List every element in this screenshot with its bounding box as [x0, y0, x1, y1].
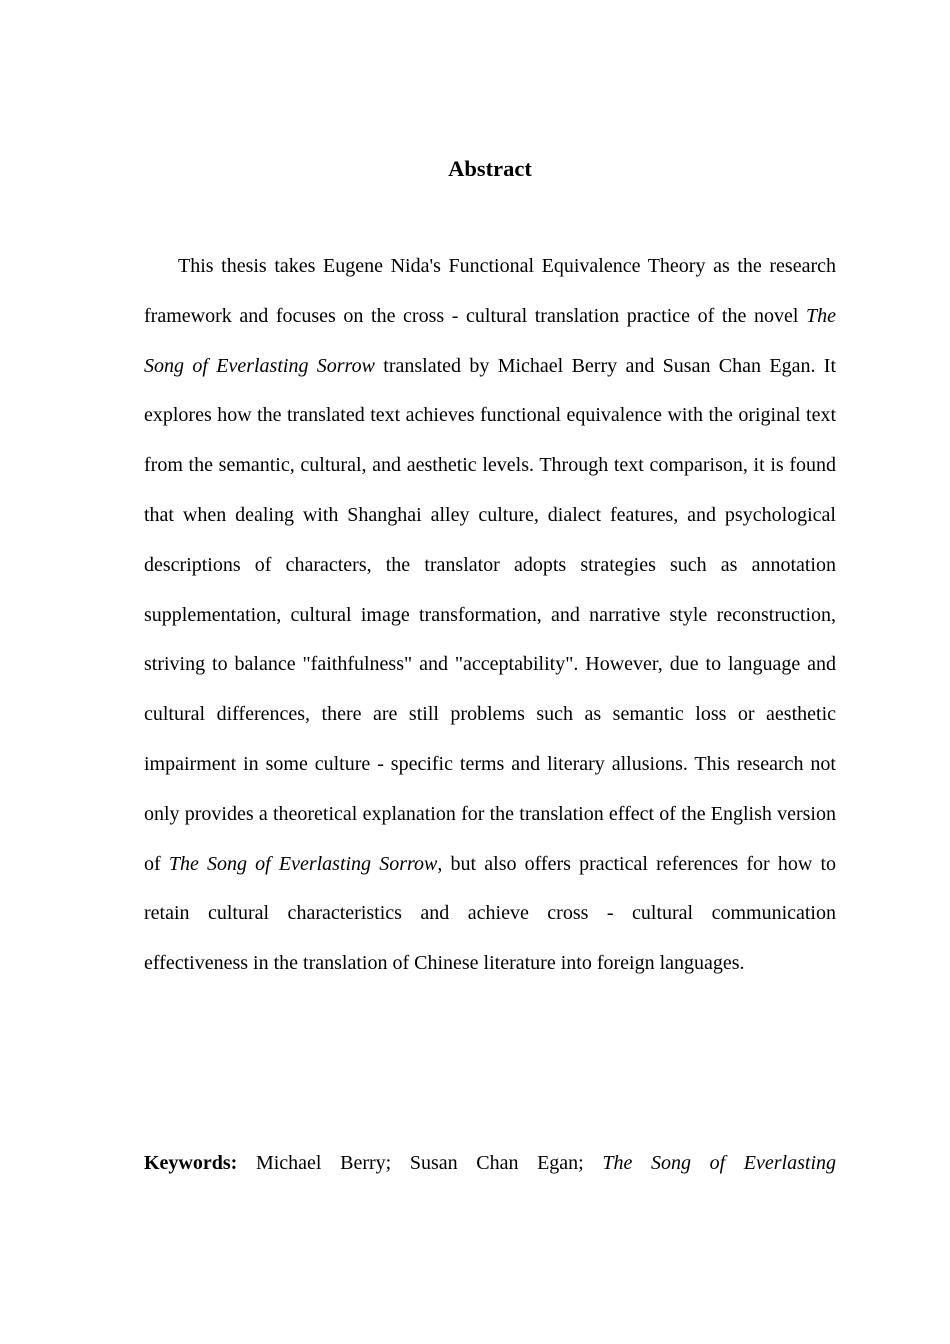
- keywords-text: Michael Berry; Susan Chan Egan;: [237, 1152, 603, 1174]
- keywords-book-title-italic: The Song of Everlasting: [602, 1152, 836, 1174]
- keywords-label: Keywords:: [144, 1152, 238, 1174]
- book-title-italic: The Song of Everlasting Sorrow: [144, 304, 836, 377]
- abstract-text-part-3: , but also offers practical references for how to retain cultural characteristics and achieve cross - cultural communication effectiveness in the translation of Chinese literature into foreign languages.: [144, 852, 836, 975]
- abstract-title: Abstract: [448, 156, 532, 181]
- keywords-line: [144, 1139, 836, 1189]
- abstract-text-part-2: translated by Michael Berry and Susan Chan Egan. It explores how the translated text achieves functional equivalence with the original text from the semantic, cultural, and aesthetic levels. Through text comparison, it is found that when dealing with Shanghai alley culture, dialect features, and psychological descriptions of characters, the translator adopts strategies such as annotation supplementation, cultural image transformation, and narrative style reconstruction, striving to balance "faithfulness" and "acceptability". However, due to language and cultural differences, there are still problems such as semantic loss or aesthetic impairment in some culture - specific terms and literary allusions. This research not only provides a theoretical explanation for the translation effect of the English version of: [144, 354, 836, 875]
- abstract-text-part-1: This thesis takes Eugene Nida's Functional Equivalence Theory as the research framework and focuses on the cross - cultural translation practice of the novel: [144, 255, 836, 327]
- book-title-italic: The Song of Everlasting Sorrow: [168, 852, 438, 875]
- abstract-paragraph: [144, 242, 836, 989]
